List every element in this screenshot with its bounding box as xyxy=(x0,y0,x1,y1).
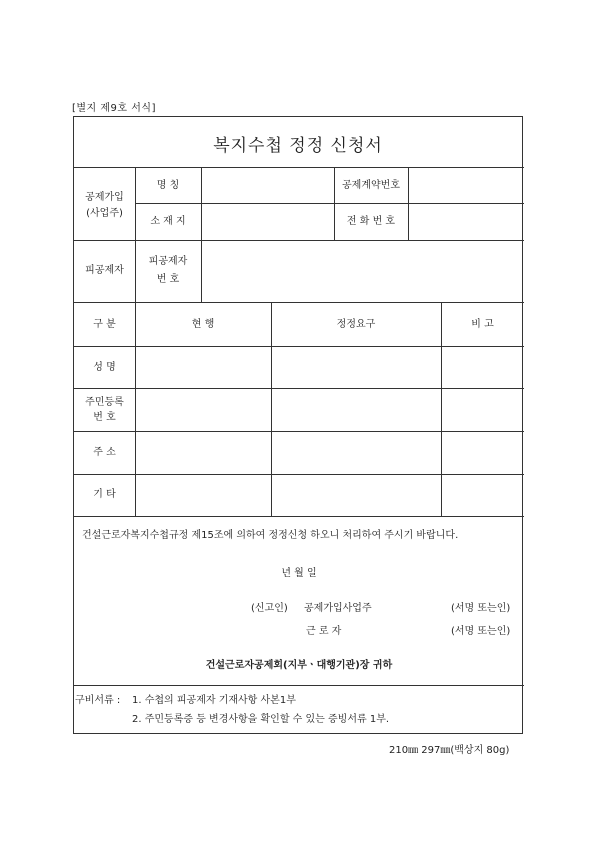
name-correction-field[interactable] xyxy=(272,347,440,388)
request-statement: 건설근로자복지수첩규정 제15조에 의하여 정정신청 하오니 처리하여 주시기 바랍니다. xyxy=(82,530,459,541)
insured-number-label: 피공제자 xyxy=(148,256,188,267)
resident-number-current-field[interactable] xyxy=(136,389,270,431)
form-title: 복지수첩 정정 신청서 xyxy=(213,136,383,156)
header-correction: 정정요구 xyxy=(336,319,376,330)
required-documents-label: 구비서류 : xyxy=(75,695,121,706)
row-label-address: 주 소 xyxy=(93,447,116,458)
address-correction-field[interactable] xyxy=(272,432,440,474)
company-name-label: 명 칭 xyxy=(156,180,180,191)
address-label: 소 재 지 xyxy=(150,216,186,227)
employer-group-label: 공제가입 xyxy=(85,192,124,203)
paper-spec: 210㎜ 297㎜(백상지 80g) xyxy=(389,745,510,756)
employer-group-sublabel: (사업주) xyxy=(86,208,123,219)
worker-signer-label: 근 로 자 xyxy=(306,626,342,637)
name-remarks-field[interactable] xyxy=(442,347,523,388)
employer-signer-label: 공제가입사업주 xyxy=(304,603,372,614)
divider xyxy=(74,516,524,517)
divider xyxy=(334,167,335,240)
address-current-field[interactable] xyxy=(136,432,270,474)
divider xyxy=(74,302,524,303)
required-document-2: 2. 주민등록증 등 변경사항을 확인할 수 있는 증빙서류 1부. xyxy=(132,714,390,725)
company-name-field[interactable] xyxy=(202,168,333,203)
row-label-resident-number: 주민등록 xyxy=(85,397,124,408)
other-current-field[interactable] xyxy=(136,475,270,516)
insured-label: 피공제자 xyxy=(85,265,124,276)
recipient-line: 건설근로자공제회(지부ㆍ대행기관)장 귀하 xyxy=(205,660,393,671)
header-remarks: 비 고 xyxy=(471,319,494,330)
address-field[interactable] xyxy=(202,204,333,240)
employer-signature-field[interactable]: (서명 또는인) xyxy=(451,603,511,614)
contract-number-field[interactable] xyxy=(409,168,523,203)
date-line: 년 월 일 xyxy=(281,568,317,579)
form-number-label: [별지 제9호 서식] xyxy=(72,103,156,114)
other-correction-field[interactable] xyxy=(272,475,440,516)
insured-number-sublabel: 번 호 xyxy=(156,274,180,285)
name-current-field[interactable] xyxy=(136,347,270,388)
phone-field[interactable] xyxy=(409,204,523,240)
header-category: 구 분 xyxy=(93,319,116,330)
application-form xyxy=(73,116,523,734)
row-label-name: 성 명 xyxy=(93,362,116,373)
phone-label: 전 화 번 호 xyxy=(346,216,396,227)
row-sublabel-resident-number: 번 호 xyxy=(93,412,116,423)
header-current: 현 행 xyxy=(191,319,215,330)
divider xyxy=(74,685,524,686)
resident-number-correction-field[interactable] xyxy=(272,389,440,431)
address-remarks-field[interactable] xyxy=(442,432,523,474)
reporter-label: (신고인) xyxy=(251,603,288,614)
insured-number-field[interactable] xyxy=(202,241,523,302)
resident-number-remarks-field[interactable] xyxy=(442,389,523,431)
row-label-other: 기 타 xyxy=(93,489,116,500)
worker-signature-field[interactable]: (서명 또는인) xyxy=(451,626,511,637)
contract-number-label: 공제계약번호 xyxy=(342,180,400,191)
other-remarks-field[interactable] xyxy=(442,475,523,516)
required-document-1: 1. 수첩의 피공제자 기재사항 사본1부 xyxy=(132,695,296,706)
